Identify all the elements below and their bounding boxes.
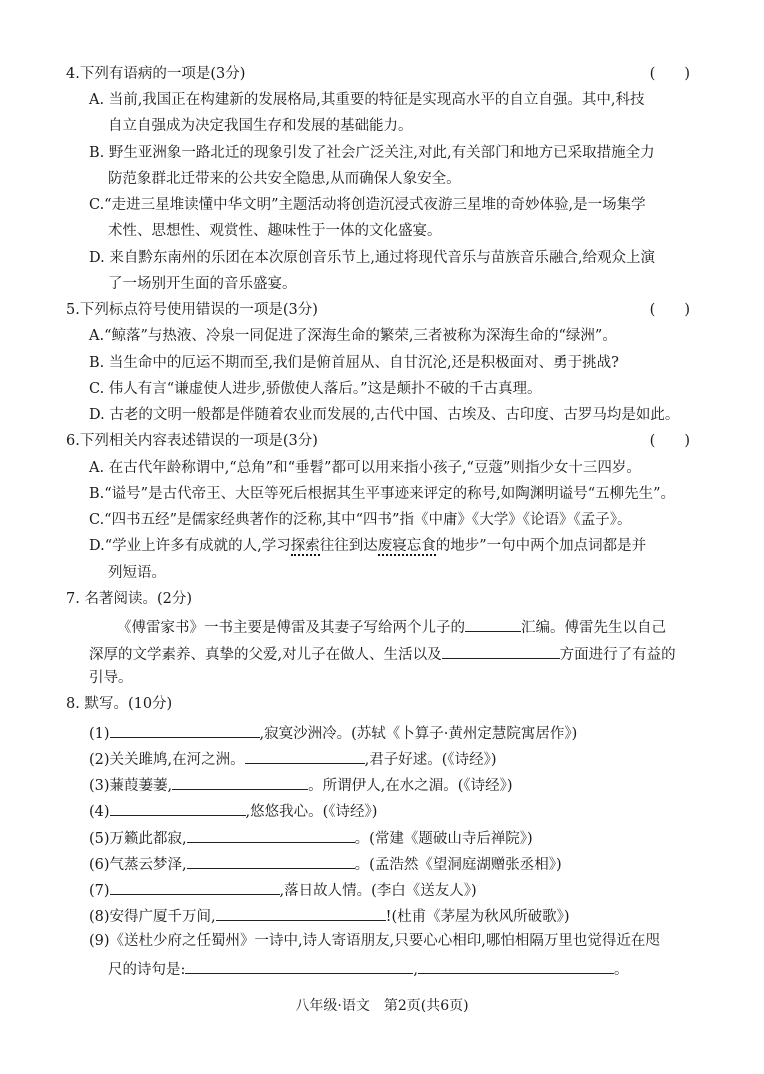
q8-item-7-number: (7): [89, 883, 110, 899]
q8-item-2-tail: ,君子好逑。(《诗经》): [364, 752, 497, 768]
q8-blank-9a[interactable]: [185, 957, 413, 974]
dotted-word-2: 废寝忘食: [377, 538, 436, 554]
q7-line-2: [89, 642, 676, 665]
q8-item-4: [89, 799, 377, 822]
q7-line-2-tail: 方面进行了有益的: [559, 647, 676, 663]
q6-stem: 6.下列相关内容表述错误的一项是(3分): [66, 433, 318, 449]
q8-blank-1[interactable]: [110, 721, 260, 738]
q7-blank-2[interactable]: [442, 642, 560, 659]
q8-blank-2[interactable]: [245, 747, 365, 764]
page-footer: 八年级·语文 第2页(共6页): [295, 998, 469, 1014]
q4-option-a-cont: 自立自强成为决定我国生存和发展的基础能力。: [108, 118, 413, 134]
dotted-word-1: 探索: [290, 538, 320, 554]
q6-option-d-cont: 列短语。: [108, 565, 166, 581]
q6-answer-paren: ( ): [649, 433, 690, 449]
q8-item-6: [89, 852, 562, 875]
q8-item-8: [89, 904, 570, 927]
q4-option-b: B. 野生亚洲象一路北迁的现象引发了社会广泛关注,对此,有关部门和地方已采取措施全力: [89, 145, 655, 161]
q7-line-1: [117, 615, 666, 638]
q6-option-d: [89, 536, 646, 556]
q8-item-2: [89, 747, 497, 770]
q5-answer-paren: ( ): [649, 302, 690, 318]
q8-item-1: [89, 721, 577, 744]
q8-item-6-tail: 。(孟浩然《望洞庭湖赠张丞相》): [354, 857, 562, 873]
q8-blank-7[interactable]: [110, 878, 280, 895]
q6-option-a: A. 在古代年龄称谓中,“总角”和“垂髫”都可以用来指小孩子,“豆蔻”则指少女十三四岁。: [89, 460, 641, 476]
q8-item-1-number: (1): [89, 726, 110, 742]
q8-stem: 8. 默写。(10分): [66, 696, 173, 712]
q8-item-8-tail: !(杜甫《茅屋为秋风所破歌》): [385, 909, 570, 925]
q6-option-d-text-3: 的地步”一句中两个加点词都是并: [435, 538, 647, 554]
q4-option-d-cont: 了一场别开生面的音乐盛宴。: [108, 276, 297, 292]
q4-option-c: C.“走进三星堆读懂中华文明”主题活动将创造沉浸式夜游三星堆的奇妙体验,是一场集学: [89, 197, 646, 213]
q8-blank-3[interactable]: [172, 773, 308, 790]
q6-option-d-text-1: D.“学业上许多有成就的人,学习: [89, 538, 291, 554]
q7-stem: 7. 名著阅读。(2分): [66, 591, 192, 607]
q7-blank-1[interactable]: [465, 615, 521, 632]
q8-item-9: (9)《送杜少府之任蜀州》一诗中,诗人寄语朋友,只要心心相印,哪怕相隔万里也觉得近在咫: [89, 933, 660, 949]
q8-blank-5[interactable]: [187, 826, 355, 843]
q7-line-2-text: 深厚的文学素养、真挚的父爱,对儿子在做人、生活以及: [89, 647, 442, 663]
q8-item-9-period: 。: [614, 962, 629, 978]
q7-line-1-text: 《傅雷家书》一书主要是傅雷及其妻子写给两个儿子的: [117, 620, 465, 636]
q7-line-1-tail: 汇编。傅雷先生以自己: [521, 620, 666, 636]
q8-blank-6[interactable]: [187, 852, 355, 869]
q4-option-d: D. 来自黔东南州的乐团在本次原创音乐节上,通过将现代音乐与苗族音乐融合,给观众上演: [89, 250, 656, 266]
q8-item-4-text: ,悠悠我心。(《诗经》): [245, 804, 378, 820]
q8-item-3-tail: 。所谓伊人,在水之湄。(《诗经》): [308, 778, 513, 794]
q6-option-d-text-2: 往往到达: [319, 538, 378, 554]
q8-item-6-text: (6)气蒸云梦泽,: [89, 857, 187, 873]
q6-option-c: C.“四书五经”是儒家经典著作的泛称,其中“四书”指《中庸》《大学》《论语》《孟子》。: [89, 512, 632, 528]
q5-stem: 5.下列标点符号使用错误的一项是(3分): [66, 302, 318, 318]
q6-option-b: B.“谥号”是古代帝王、大臣等死后根据其生平事迹来评定的称号,如陶渊明谥号“五柳先生”。: [89, 486, 676, 502]
q4-stem: 4.下列有语病的一项是(3分): [66, 66, 246, 82]
q8-blank-4[interactable]: [110, 799, 246, 816]
q8-item-3-text: (3)蒹葭萋萋,: [89, 778, 173, 794]
q8-item-9-comma: ,: [413, 962, 418, 978]
q4-option-a: A. 当前,我国正在构建新的发展格局,其重要的特征是实现高水平的自立自强。其中,科技: [89, 92, 645, 108]
q5-option-c: C. 伟人有言“谦虚使人进步,骄傲使人落后。”这是颠扑不破的千古真理。: [89, 381, 542, 397]
q8-item-3: [89, 773, 513, 796]
q8-item-1-text: ,寂寞沙洲冷。(苏轼《卜算子·黄州定慧院寓居作》): [259, 726, 578, 742]
q8-item-9-cont: [108, 957, 629, 980]
q8-item-4-number: (4): [89, 804, 110, 820]
q4-answer-paren: ( ): [649, 66, 690, 82]
q4-option-c-cont: 术性、思想性、观赏性、趣味性于一体的文化盛宴。: [108, 223, 442, 239]
q8-item-8-text: (8)安得广厦千万间,: [89, 909, 216, 925]
q8-item-2-text: (2)关关雎鸠,在河之洲。: [89, 752, 245, 768]
q5-option-b: B. 当生命中的厄运不期而至,我们是俯首屈从、自甘沉沦,还是积极面对、勇于挑战?: [89, 355, 619, 371]
q7-line-3: 引导。: [89, 670, 133, 686]
q8-blank-9b[interactable]: [418, 957, 614, 974]
q5-option-a: A.“鲸落”与热液、冷泉一同促进了深海生命的繁荣,三者被称为深海生命的“绿洲”。: [89, 328, 617, 344]
q8-item-7: [89, 878, 477, 901]
q8-item-5-tail: 。(常建《题破山寺后禅院》): [354, 831, 533, 847]
q8-item-9-text: 尺的诗句是:: [108, 962, 186, 978]
q8-item-7-text: ,落日故人情。(李白《送友人》): [279, 883, 477, 899]
q8-blank-8[interactable]: [216, 904, 386, 921]
q4-option-b-cont: 防范象群北迁带来的公共安全隐患,从而确保人象安全。: [108, 171, 461, 187]
q8-item-5: [89, 826, 533, 849]
q8-item-5-text: (5)万籁此都寂,: [89, 831, 187, 847]
q5-option-d: D. 古老的文明一般都是伴随着农业而发展的,古代中国、古埃及、古印度、古罗马均是如此。: [89, 407, 680, 423]
